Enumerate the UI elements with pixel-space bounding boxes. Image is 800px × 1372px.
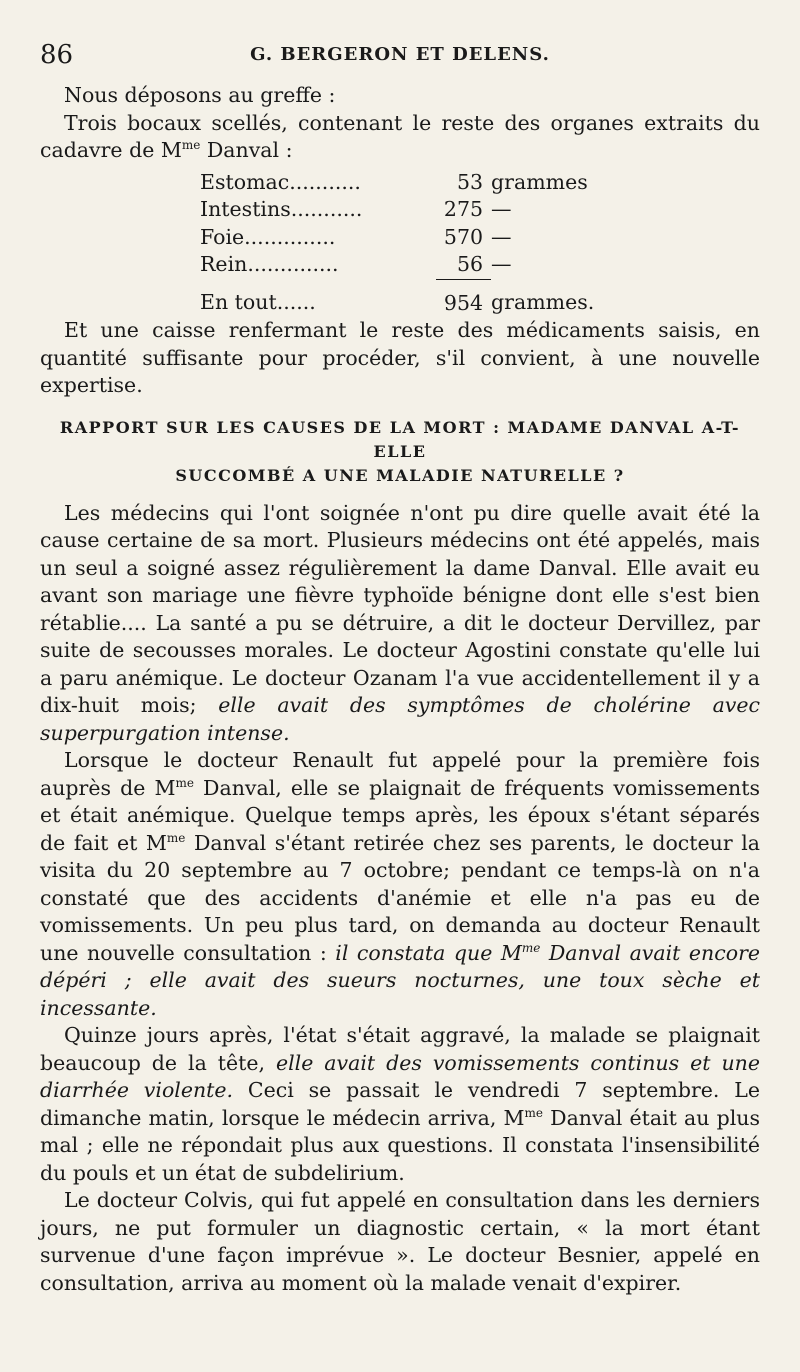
dot-leader: ........... xyxy=(289,169,361,194)
intro-sentence xyxy=(40,110,760,165)
table-row xyxy=(200,224,600,252)
total-cell xyxy=(200,279,436,317)
intro-line: Nous déposons au greffe : xyxy=(64,83,336,107)
table-row xyxy=(200,169,600,197)
intro-text-a: Trois bocaux scellés, contenant le reste des organes extraits du cadavre de M xyxy=(40,110,760,162)
table-row xyxy=(200,196,600,224)
section-heading-line-1: RAPPORT SUR LES CAUSES DE LA MORT : MADAME DANVAL A-T-ELLE xyxy=(59,417,741,461)
organ-cell xyxy=(200,224,436,252)
paragraph-4: Le docteur Colvis, qui fut appelé en consultation dans les derniers jours, ne put formuler un diagnostic certain, « la mort étant survenue d'une façon imprévue ». Le docteur Besnier, appelé en consultation, arriva au moment où la malade venait d'expirer. xyxy=(40,1188,760,1295)
paragraph-2-text-c: Danval s'étant retirée chez ses parents, le docteur la visita du 20 septembre au 7 octobre; pendant ce temps-là on n'a constaté que des accidents d'anémie et elle n'a pas eu de vomissements. Un peu plus tard, on demanda au docteur Renault une nouvelle consultation : xyxy=(40,830,760,965)
superscript: me xyxy=(166,830,186,845)
organ-cell xyxy=(200,251,436,279)
organ-unit: — xyxy=(491,197,512,221)
dot-leader: ...... xyxy=(276,290,316,315)
dot-leader: .............. xyxy=(244,224,336,249)
dot-leader: ........... xyxy=(290,197,363,221)
paragraph-2-text-b: Danval, elle se plaignait de fréquents vomissements et était anémique. Quelque temps après, les époux s'étant séparés de fait et M xyxy=(40,775,761,855)
organ-unit: — xyxy=(491,224,512,249)
organ-qty: 275 xyxy=(443,197,484,221)
paragraph-3-text-b: Ceci se passait le vendredi 7 septembre. Le dimanche matin, lorsque le médecin arriva, M xyxy=(40,1078,760,1130)
running-title: G. BERGERON ET DELENS. xyxy=(250,44,550,65)
organ-unit: grammes xyxy=(491,169,588,194)
intro-text-b: Danval : xyxy=(200,138,293,162)
paragraph-2-italic-b: Danval avait encore dépéri ; elle avait des sueurs nocturnes, une toux sèche et incessante. xyxy=(40,940,760,1020)
paragraph-2-italic-a: il constata que M xyxy=(335,940,522,965)
paragraph-3-text-a: Quinze jours après, l'état s'était aggravé, la malade se plaignait beaucoup de la tête, xyxy=(40,1023,760,1075)
paragraph-2-text-a: Lorsque le docteur Renault fut appelé pour la première fois auprès de M xyxy=(40,748,760,800)
organ-qty: 56 xyxy=(436,251,491,279)
paragraph-3-italic: elle avait des vomissements continus et une diarrhée violente. xyxy=(40,1050,760,1102)
page-header xyxy=(40,40,760,72)
paragraph-2 xyxy=(40,747,760,1022)
superscript: me xyxy=(524,1105,543,1120)
paragraph-3 xyxy=(40,1022,760,1187)
body-text xyxy=(40,82,760,1297)
superscript: me xyxy=(175,775,194,790)
superscript: me xyxy=(181,138,201,153)
total-qty: 954 xyxy=(443,290,484,315)
organ-name: Rein xyxy=(200,252,248,277)
total-label: En tout xyxy=(200,290,277,315)
organ-name: Estomac xyxy=(200,169,290,194)
organ-qty: 53 xyxy=(456,169,484,194)
section-heading-line-2: SUCCOMBÉ A UNE MALADIE NATURELLE ? xyxy=(175,465,625,485)
paragraph-3-text-c: Danval était au plus mal ; elle ne répondait plus aux questions. Il constata l'insensibilité du pouls et un état de subdelirium. xyxy=(40,1105,761,1185)
superscript: me xyxy=(521,940,541,955)
caisse-paragraph: Et une caisse renfermant le reste des médicaments saisis, en quantité suffisante pour procéder, s'il convient, à une nouvelle expertise. xyxy=(40,318,760,397)
organ-unit: — xyxy=(491,252,512,277)
organ-cell xyxy=(200,196,436,224)
paragraph-1-text: Les médecins qui l'ont soignée n'ont pu dire quelle avait été la cause certaine de sa mort. Plusieurs médecins ont été appelés, mais un seul a soigné assez régulièrement la dame Danval. Elle avait eu avant son mariage une fièvre typhoïde bénigne dont elle s'est bien rétablie.... La santé a pu se détruire, a dit le docteur Dervillez, par suite de secousses morales. Le docteur Agostini constate qu'elle lui a paru anémique. Le docteur Ozanam l'a vue accidentellement il y a dix-huit mois; xyxy=(40,500,760,717)
total-row xyxy=(200,279,600,317)
paragraph-1-italic: elle avait des symptômes de cholérine avec superpurgation intense. xyxy=(40,693,760,745)
paragraph-1 xyxy=(40,500,760,748)
organ-name: Intestins xyxy=(200,197,291,221)
organ-name: Foie xyxy=(200,224,245,249)
organ-qty: 570 xyxy=(443,224,484,249)
section-heading xyxy=(40,416,760,488)
organ-cell xyxy=(200,169,436,197)
dot-leader: .............. xyxy=(247,252,339,277)
page-number: 86 xyxy=(40,40,74,70)
total-unit: grammes. xyxy=(491,290,595,315)
organs-table xyxy=(200,169,600,318)
table-row xyxy=(200,251,600,279)
